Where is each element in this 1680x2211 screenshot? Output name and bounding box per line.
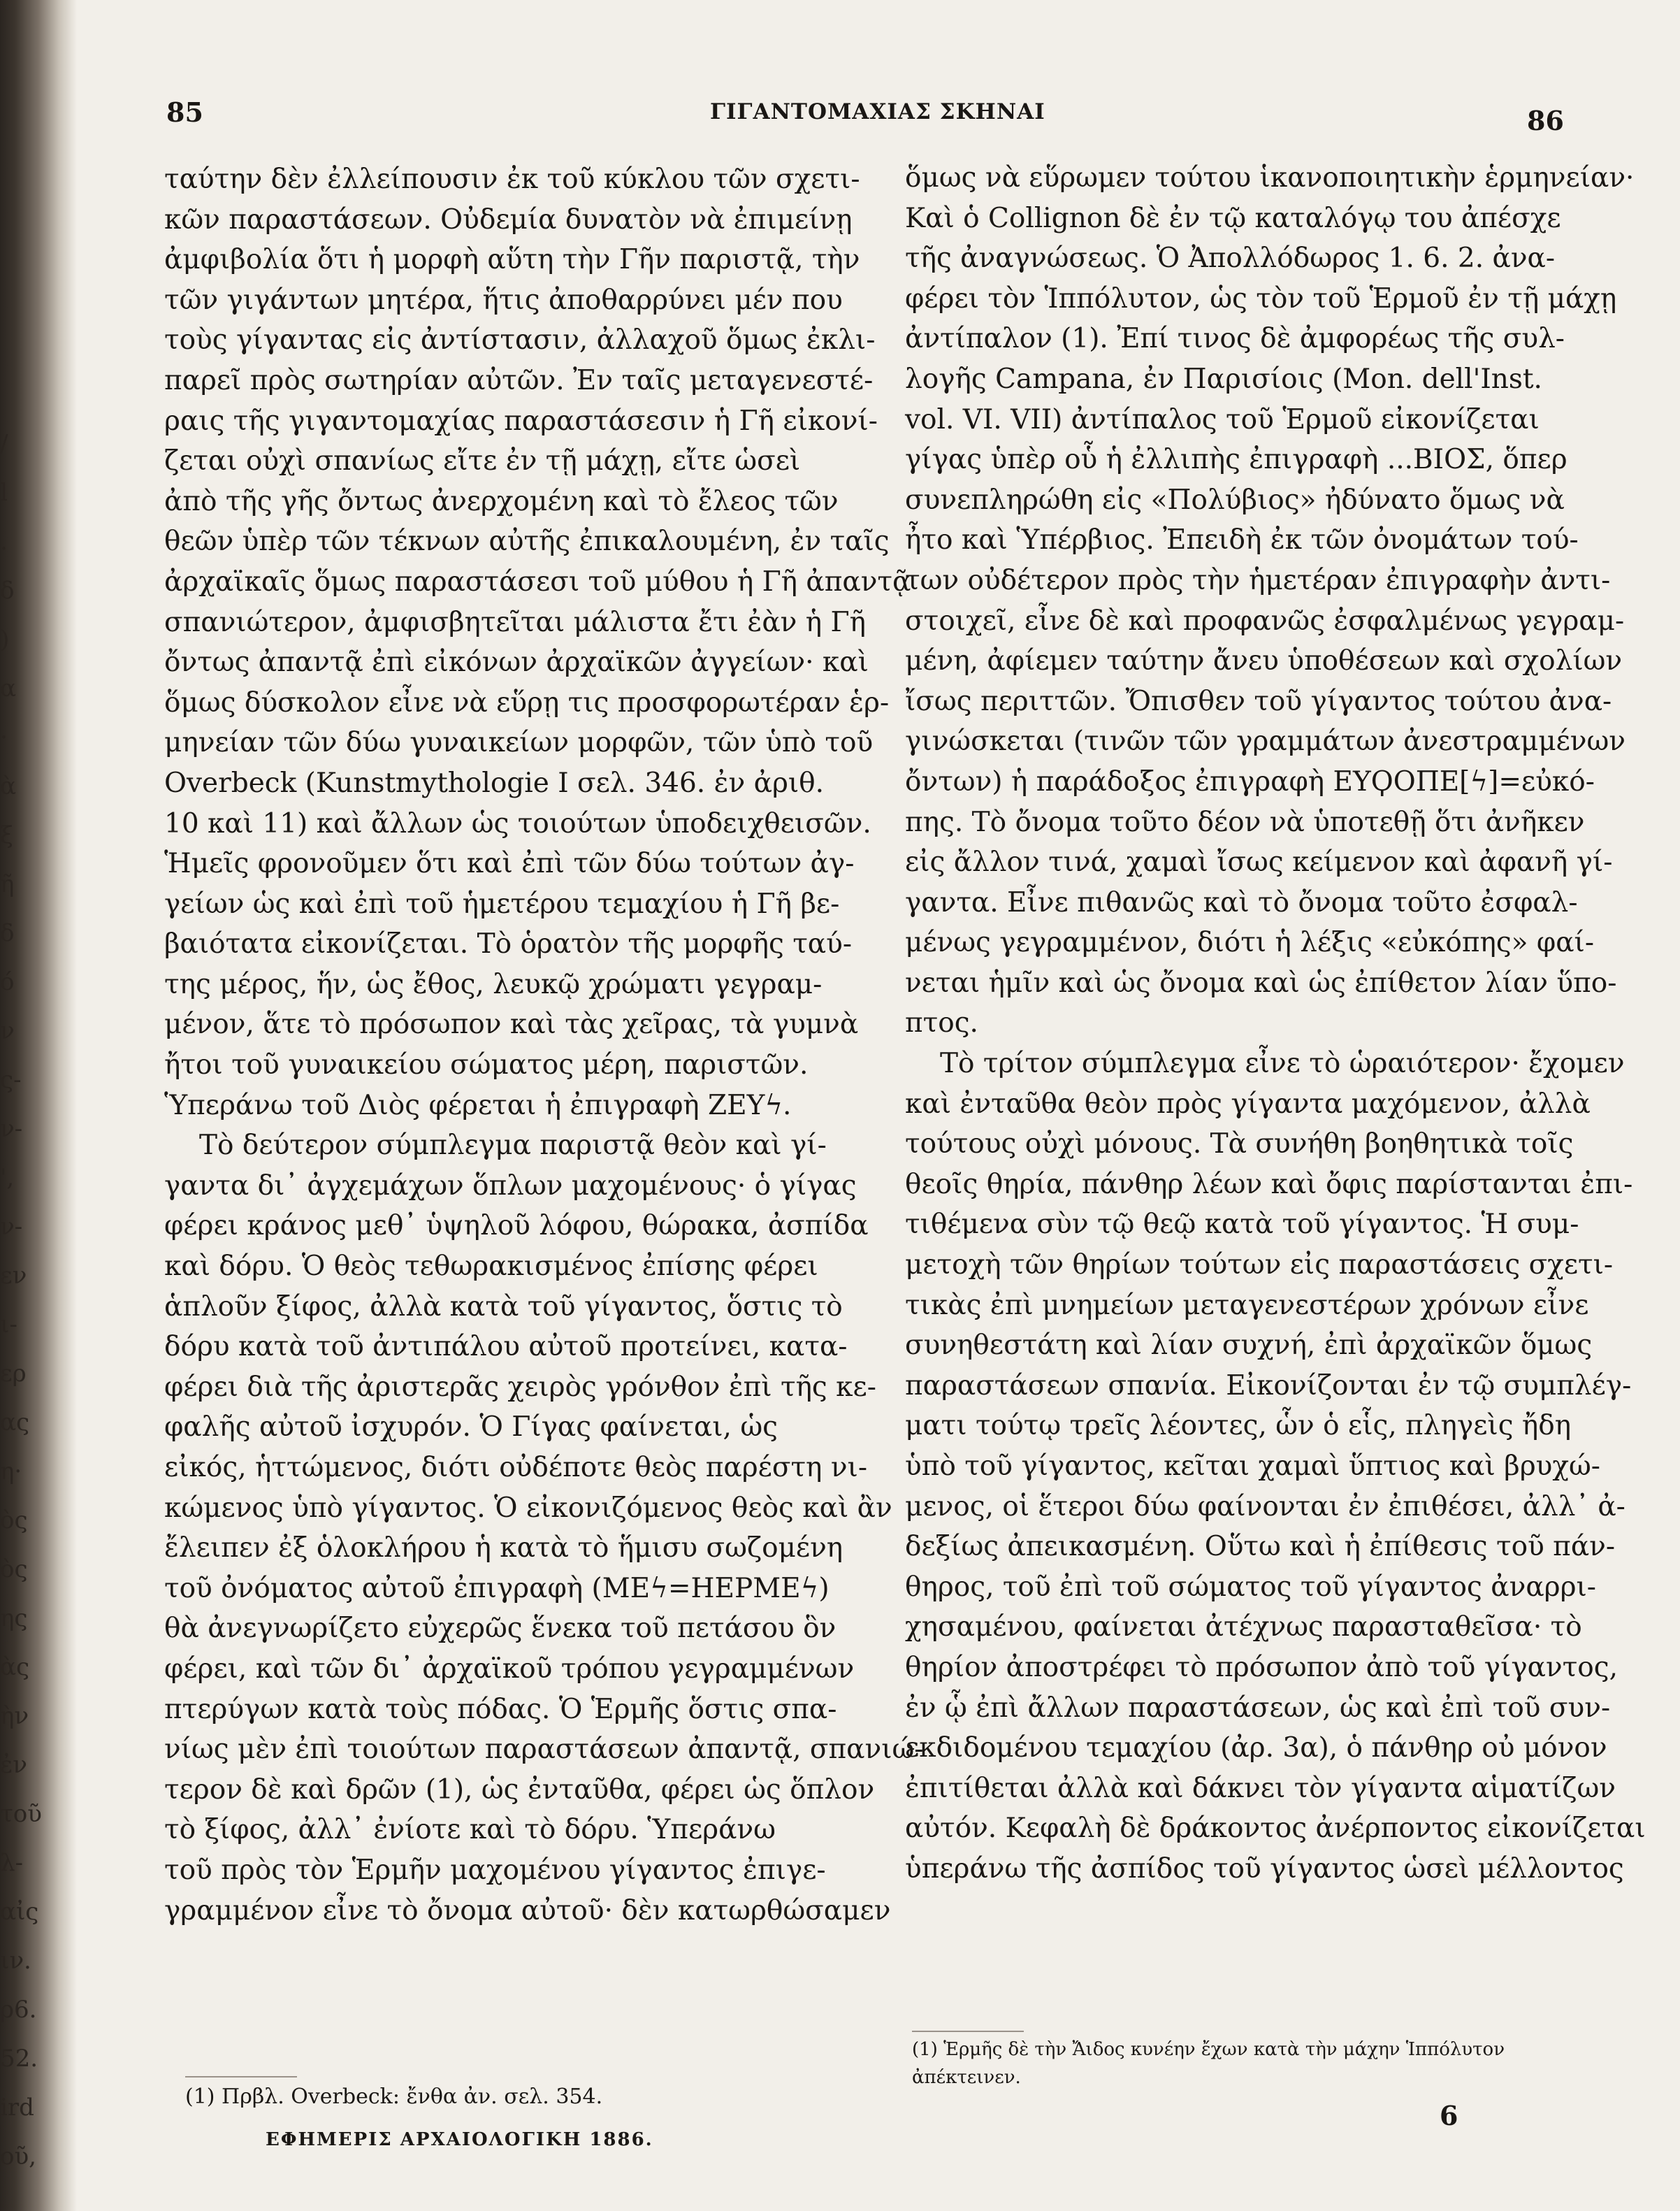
- edge-fragment: ν-: [0, 1213, 23, 1241]
- right-text-column: [905, 158, 1646, 1889]
- edge-fragment: η·: [0, 1457, 22, 1485]
- edge-fragment: λ-: [0, 1849, 24, 1877]
- text-line: φέρει, καὶ τῶν δι᾽ ἀρχαϊκοῦ τρόπου γεγραμμένων: [164, 1652, 855, 1685]
- edge-fragment: δ: [0, 577, 15, 605]
- edge-fragment: ὸς: [0, 1506, 28, 1534]
- edge-fragment: ): [0, 626, 10, 654]
- text-line: ἀμφιβολία ὅτι ἡ μορφὴ αὕτη τὴν Γῆν παριστᾷ, τὴν: [164, 244, 860, 276]
- text-line: γραμμένον εἶνε τὸ ὄνομα αὐτοῦ· δὲν κατωρθώσαμεν: [164, 1894, 891, 1926]
- text-line: εἰς ἄλλον τινά, χαμαὶ ἴσως κείμενον καὶ ἀφανῆ γί-: [905, 847, 1613, 879]
- text-line: ραις τῆς γιγαντομαχίας παραστάσεσιν ἡ Γῆ εἰκονί-: [164, 405, 878, 437]
- text-line: ἐν ᾧ ἐπὶ ἄλλων παραστάσεων, ὡς καὶ ἐπὶ τοῦ συν-: [905, 1692, 1611, 1724]
- edge-fragment: δ: [0, 919, 15, 947]
- text-line: τῶν γιγάντων μητέρα, ἥτις ἀποθαρρύνει μέν που: [164, 284, 843, 316]
- edge-fragment: ῆ: [0, 870, 15, 898]
- text-line: ταύτην δὲν ἐλλείπουσιν ἐκ τοῦ κύκλου τῶν σχετι-: [164, 164, 860, 195]
- edge-fragment: ό: [0, 968, 15, 996]
- text-line: κώμενος ὑπὸ γίγαντος. Ὁ εἰκονιζόμενος θεὸς καὶ ἂν: [164, 1492, 892, 1524]
- running-title: ΓΙΓΑΝΤΟΜΑΧΙΑΣ ΣΚΗΝΑΙ: [710, 99, 1045, 124]
- text-line: παρεῖ πρὸς σωτηρίαν αὐτῶν. Ἐν ταῖς μεταγενεστέ-: [164, 364, 874, 396]
- text-line: θὰ ἀνεγνωρίζετο εὐχερῶς ἕνεκα τοῦ πετάσου ὃν: [164, 1613, 837, 1645]
- signature-mark: 6: [1440, 2100, 1458, 2131]
- text-line: μένον, ἅτε τὸ πρόσωπον καὶ τὰς χεῖρας, τὰ γυμνὰ: [164, 1009, 859, 1041]
- text-line: των οὐδέτερον πρὸς τὴν ἡμετέραν ἐπιγραφὴν ἀντι-: [905, 564, 1611, 596]
- right-footnote-rule: [912, 2031, 1024, 2032]
- text-line: ζεται οὐχὶ σπανίως εἴτε ἐν τῇ μάχῃ, εἴτε ὡσεὶ: [164, 445, 801, 477]
- text-line: ὑπὸ τοῦ γίγαντος, κεῖται χαμαὶ ὕπτιος καὶ βρυχώ-: [905, 1450, 1600, 1482]
- text-line: φέρει τὸν Ἱππόλυτον, ὡς τὸν τοῦ Ἑρμοῦ ἐν τῇ μάχῃ: [905, 282, 1617, 315]
- text-line: γίγας ὑπὲρ οὗ ἡ ἐλλιπὴς ἐπιγραφὴ ...ΒΙΟΣ, ὅπερ: [905, 444, 1567, 476]
- edge-fragment: αἰς: [0, 1898, 39, 1926]
- text-line: συνεπληρώθη εἰς «Πολύβιος» ἠδύνατο ὅμως νὰ: [905, 484, 1565, 516]
- text-line: Τὸ δεύτερον σύμπλεγμα παριστᾷ θεὸν καὶ γί-: [199, 1130, 827, 1162]
- text-line: ὄντως ἀπαντᾷ ἐπὶ εἰκόνων ἀρχαϊκῶν ἀγγείων· καὶ: [164, 647, 869, 679]
- text-line: γαντα. Εἶνε πιθανῶς καὶ τὸ ὄνομα τοῦτο ἐσφαλ-: [905, 886, 1578, 919]
- text-line: ὄντων) ἡ παράδοξος ἐπιγραφὴ ΕΥϘΟΠΕ[ϟ]=εὐκό-: [905, 765, 1595, 798]
- edge-fragment: ἐν: [0, 1751, 27, 1779]
- previous-page-edge-fragments: [0, 419, 42, 2170]
- text-line: γαντα δι᾽ ἀγχεμάχων ὅπλων μαχομένους· ὁ γίγας: [164, 1169, 857, 1202]
- text-line: ἤτοι τοῦ γυναικείου σώματος μέρη, παριστῶν.: [164, 1049, 809, 1081]
- text-line: τὸ ξίφος, ἀλλ᾽ ἐνίοτε καὶ τὸ δόρυ. Ὑπεράνω: [164, 1814, 776, 1846]
- edge-fragment: ·: [0, 723, 8, 751]
- text-line: κῶν παραστάσεων. Οὐδεμία δυνατὸν νὰ ἐπιμείνῃ: [164, 203, 853, 236]
- text-line: μένη, ἀφίεμεν ταύτην ἄνευ ὑποθέσεων καὶ σχολίων: [905, 645, 1623, 677]
- edge-fragment: οῦ,: [0, 2142, 36, 2170]
- text-line: τιθέμενα σὺν τῷ θεῷ κατὰ τοῦ γίγαντος. Ἡ συμ-: [905, 1209, 1579, 1241]
- text-line: ὅμως δύσκολον εἶνε νὰ εὕρῃ τις προσφορωτέραν ἑρ-: [164, 686, 890, 719]
- text-line: ἴσως περιττῶν. Ὄπισθεν τοῦ γίγαντος τούτου ἀνα-: [905, 685, 1612, 717]
- text-line: Overbeck (Kunstmythologie I σελ. 346. ἐν ἀριθ.: [164, 767, 825, 799]
- text-line: αὐτόν. Κεφαλὴ δὲ δράκοντος ἀνέρποντος εἰκονίζεται: [905, 1813, 1646, 1845]
- edge-fragment: ης: [0, 1604, 28, 1632]
- edge-fragment: ξ: [0, 821, 13, 849]
- text-line: θεοῖς θηρία, πάνθηρ λέων καὶ ὄφις παρίστανται ἐπι-: [905, 1168, 1633, 1200]
- text-line: χησαμένου, φαίνεται ἀτέχνως παρασταθεῖσα· τὸ: [905, 1611, 1582, 1643]
- edge-fragment: ',: [0, 1164, 15, 1192]
- edge-fragment: ὰς: [0, 1653, 30, 1681]
- text-line: 10 καὶ 11) καὶ ἄλλων ὡς τοιούτων ὑποδειχθεισῶν.: [164, 807, 871, 840]
- text-line: θηρίον ἀποστρέφει τὸ πρόσωπον ἀπὸ τοῦ γίγαντος,: [905, 1651, 1619, 1683]
- text-line: εἰκός, ἡττώμενος, διότι οὐδέποτε θεὸς παρέστη νι-: [164, 1452, 868, 1483]
- text-line: τούτους οὐχὶ μόνους. Τὰ συνήθη βοηθητικὰ τοῖς: [905, 1128, 1574, 1160]
- text-line: φέρει κράνος μεθ᾽ ὑψηλοῦ λόφου, θώρακα, ἀσπίδα: [164, 1210, 869, 1242]
- text-line: μετοχὴ τῶν θηρίων τούτων εἰς παραστάσεις σχετι-: [905, 1249, 1614, 1281]
- edge-fragment: ird: [0, 2094, 34, 2122]
- edge-fragment: ὴν: [0, 1702, 29, 1730]
- text-line: συνηθεστάτη καὶ λίαν συχνή, ἐπὶ ἀρχαϊκῶν ὅμως: [905, 1330, 1593, 1362]
- text-line: τῆς ἀναγνώσεως. Ὁ Ἀπολλόδωρος 1. 6. 2. ἀνα-: [905, 243, 1556, 275]
- edge-fragment: ὰ: [0, 772, 16, 800]
- text-line: λογῆς Campana, ἐν Παρισίοις (Mon. dell'Inst.: [905, 363, 1542, 395]
- text-line: πτερύγων κατὰ τοὺς πόδας. Ὁ Ἑρμῆς ὅστις σπα-: [164, 1693, 837, 1725]
- text-line: Καὶ ὁ Collignon δὲ ἐν τῷ καταλόγῳ του ἀπέσχε: [905, 202, 1561, 234]
- right-footnote: (1) Ἑρμῆς δὲ τὴν Ἄιδος κυνέην ἔχων κατὰ τὴν μάχην Ἱππόλυτον ἀπέκτεινεν.: [912, 2039, 1505, 2088]
- text-line: δόρυ κατὰ τοῦ ἀντιπάλου αὐτοῦ προτείνει, κατα-: [164, 1331, 848, 1363]
- text-line: θεῶν ὑπὲρ τῶν τέκνων αὐτῆς ἐπικαλουμένη, ἐν ταῖς: [164, 526, 890, 558]
- edge-fragment: τοῦ: [0, 1800, 42, 1828]
- text-line: σπανιώτερον, ἀμφισβητεῖται μάλιστα ἔτι ἐὰν ἡ Γῆ: [164, 606, 866, 638]
- left-page-number: 85: [166, 96, 203, 128]
- text-line: καὶ δόρυ. Ὁ θεὸς τεθωρακισμένος ἐπίσης φέρει: [164, 1251, 818, 1283]
- text-line: ἔλειπεν ἐξ ὁλοκλήρου ἡ κατὰ τὸ ἥμισυ σωζομένη: [164, 1532, 843, 1564]
- text-line: δεξίως ἀπεικασμένη. Οὕτω καὶ ἡ ἐπίθεσις τοῦ πάν-: [905, 1531, 1616, 1563]
- right-page-number: 86: [1527, 105, 1564, 136]
- text-line: γείων ὡς καὶ ἐπὶ τοῦ ἡμετέρου τεμαχίου ἡ Γῆ βε-: [164, 888, 840, 920]
- text-line: ἀντίπαλον (1). Ἐπί τινος δὲ ἀμφορέως τῆς συλ-: [905, 323, 1565, 355]
- text-line: μενος, οἱ ἕτεροι δύω φαίνονται ἐν ἐπιθέσει, ἀλλ᾽ ἀ-: [905, 1490, 1625, 1522]
- text-line: ἀρχαϊκαῖς ὅμως παραστάσεσι τοῦ μύθου ἡ Γῆ ἀπαντᾷ: [164, 566, 911, 598]
- text-line: της μέρος, ἥν, ὡς ἔθος, λευκῷ χρώματι γεγραμ-: [164, 968, 823, 1000]
- text-line: φαλῆς αὐτοῦ ἰσχυρόν. Ὁ Γίγας φαίνεται, ὡς: [164, 1411, 778, 1443]
- edge-fragment: εν: [0, 1262, 27, 1290]
- edge-fragment: ρ6.: [0, 1996, 37, 2024]
- text-line: τικὰς ἐπὶ μνημείων μεταγενεστέρων χρόνων εἶνε: [905, 1289, 1589, 1321]
- text-line: μένως γεγραμμένον, διότι ἡ λέξις «εὐκόπης» φαί-: [905, 927, 1595, 959]
- text-line: ἀπὸ τῆς γῆς ὄντως ἀνερχομένη καὶ τὸ ἔλεος τῶν: [164, 485, 839, 517]
- text-line: θηρος, τοῦ ἐπὶ τοῦ σώματος τοῦ γίγαντος ἀναρρι-: [905, 1571, 1596, 1603]
- text-line: εκδιδομένου τεμαχίου (ἀρ. 3α), ὁ πάνθηρ οὐ μόνον: [905, 1732, 1607, 1764]
- text-line: νίως μὲν ἐπὶ τοιούτων παραστάσεων ἀπαντᾷ, σπανιώ-: [164, 1734, 924, 1766]
- edge-fragment: .: [0, 528, 8, 556]
- text-line: καὶ ἐνταῦθα θεὸν πρὸς γίγαντα μαχόμενον, ἀλλὰ: [905, 1088, 1591, 1120]
- text-line: τοῦ πρὸς τὸν Ἑρμῆν μαχομένου γίγαντος ἐπιγε-: [164, 1854, 826, 1886]
- left-footnote: (1) Πρβλ. Overbeck: ἔνθα ἀν. σελ. 354.: [185, 2084, 603, 2109]
- text-line: βαιότατα εἰκονίζεται. Τὸ ὁρατὸν τῆς μορφῆς ταύ-: [164, 928, 853, 960]
- text-line: ὅμως νὰ εὕρωμεν τούτου ἱκανοποιητικὴν ἑρμηνείαν·: [905, 162, 1635, 194]
- text-line: πης. Τὸ ὄνομα τοῦτο δέον νὰ ὑποτεθῇ ὅτι ἀνῆκεν: [905, 806, 1585, 838]
- text-line: στοιχεῖ, εἶνε δὲ καὶ προφανῶς ἐσφαλμένως γεγραμ-: [905, 605, 1625, 637]
- text-line: ἦτο καὶ Ὑπέρβιος. Ἐπειδὴ ἐκ τῶν ὀνομάτων τού-: [905, 524, 1579, 556]
- left-footnote-rule: [185, 2076, 297, 2077]
- text-line: γινώσκεται (τινῶν τῶν γραμμάτων ἀνεστραμμένων: [905, 726, 1626, 758]
- edge-fragment: ερ: [0, 1360, 27, 1388]
- text-line: Ὑπεράνω τοῦ Διὸς φέρεται ἡ ἐπιγραφὴ ZEYϟ.: [164, 1089, 792, 1121]
- edge-fragment: /: [0, 430, 8, 458]
- text-line: ἐπιτίθεται ἀλλὰ καὶ δάκνει τὸν γίγαντα αἱματίζων: [905, 1772, 1616, 1804]
- edge-fragment: l: [0, 479, 8, 507]
- text-line: τοὺς γίγαντας εἰς ἀντίστασιν, ἀλλαχοῦ ὅμως ἐκλι-: [164, 324, 876, 357]
- edge-fragment: ι-: [0, 1311, 17, 1339]
- text-line: τερον δὲ καὶ δρῶν (1), ὡς ἐνταῦθα, φέρει ὡς ὅπλον: [164, 1773, 875, 1806]
- edge-fragment: ιν.: [0, 1947, 31, 1975]
- text-line: ματι τούτῳ τρεῖς λέοντες, ὧν ὁ εἷς, πληγεὶς ἤδη: [905, 1410, 1572, 1442]
- text-line: ἁπλοῦν ξίφος, ἀλλὰ κατὰ τοῦ γίγαντος, ὅστις τὸ: [164, 1290, 843, 1323]
- text-line: Ἡμεῖς φρονοῦμεν ὅτι καὶ ἐπὶ τῶν δύω τούτων ἀγ-: [164, 848, 855, 880]
- text-line: πτος.: [905, 1007, 978, 1039]
- text-line: ὑπεράνω τῆς ἀσπίδος τοῦ γίγαντος ὡσεὶ μέλλοντος: [905, 1852, 1624, 1885]
- text-line: παραστάσεων σπανία. Εἰκονίζονται ἐν τῷ συμπλέγ-: [905, 1369, 1632, 1402]
- edge-fragment: ν-: [0, 1115, 23, 1143]
- edge-fragment: α: [0, 675, 16, 703]
- edge-fragment: 52.: [0, 2045, 38, 2073]
- publisher-line: ΕΦΗΜΕΡΙΣ ΑΡΧΑΙΟΛΟΓΙΚΗ 1886.: [266, 2129, 653, 2150]
- edge-fragment: ὸς: [0, 1555, 28, 1583]
- edge-fragment: ν: [0, 1017, 15, 1045]
- text-line: φέρει διὰ τῆς ἀριστερᾶς χειρὸς γρόνθον ἐπὶ τῆς κε-: [164, 1371, 876, 1403]
- left-text-column: [164, 159, 924, 1931]
- edge-fragment: ας: [0, 1409, 30, 1436]
- text-line: τοῦ ὀνόματος αὐτοῦ ἐπιγραφὴ (MEϟ=HEPMEϟ): [164, 1572, 830, 1604]
- text-line: vol. VI. VII) ἀντίπαλος τοῦ Ἑρμοῦ εἰκονίζεται: [905, 403, 1540, 435]
- text-line: Τὸ τρίτον σύμπλεγμα εἶνε τὸ ὡραιότερον· ἔχομεν: [940, 1048, 1625, 1080]
- text-line: μηνείαν τῶν δύω γυναικείων μορφῶν, τῶν ὑπὸ τοῦ: [164, 727, 874, 759]
- edge-fragment: ς-: [0, 1066, 22, 1094]
- text-line: νεται ἡμῖν καὶ ὡς ὄνομα καὶ ὡς ἐπίθετον λίαν ὕπο-: [905, 967, 1617, 999]
